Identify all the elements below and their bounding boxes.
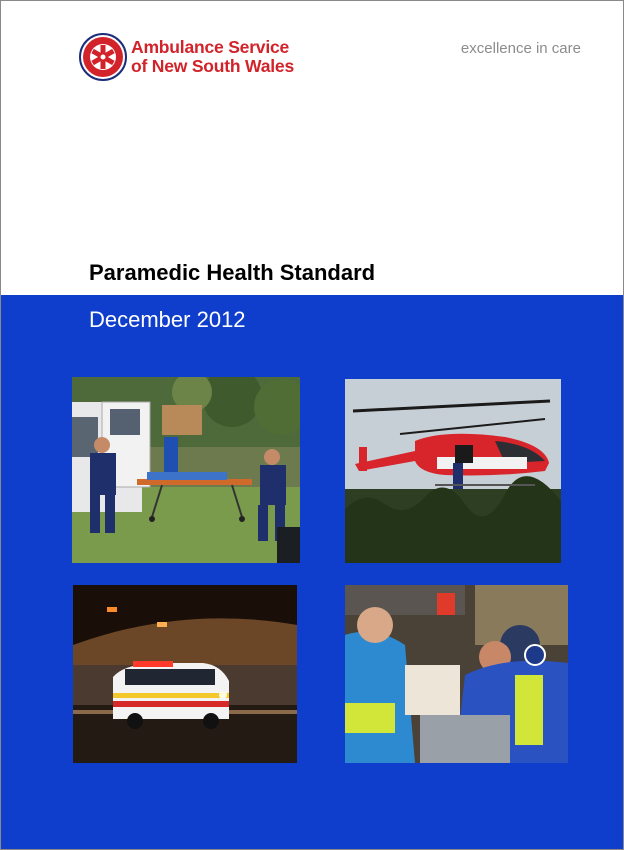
- document-date: December 2012: [89, 307, 246, 332]
- ambulance-service-logo: [79, 33, 309, 83]
- logo-line-1: Ambulance Service: [131, 37, 290, 57]
- blue-panel: [1, 295, 623, 849]
- tagline: excellence in care: [460, 40, 581, 57]
- ambulance-tunnel-photo: [73, 585, 297, 763]
- rescue-helicopter-photo: [345, 379, 561, 563]
- ambulance-seal-icon: [79, 33, 127, 81]
- paramedics-stretcher-photo: [72, 377, 300, 563]
- document-title: Paramedic Health Standard: [89, 260, 376, 285]
- paramedic-patient-care-photo: [345, 585, 568, 763]
- logo-line-2: of New South Wales: [131, 56, 294, 76]
